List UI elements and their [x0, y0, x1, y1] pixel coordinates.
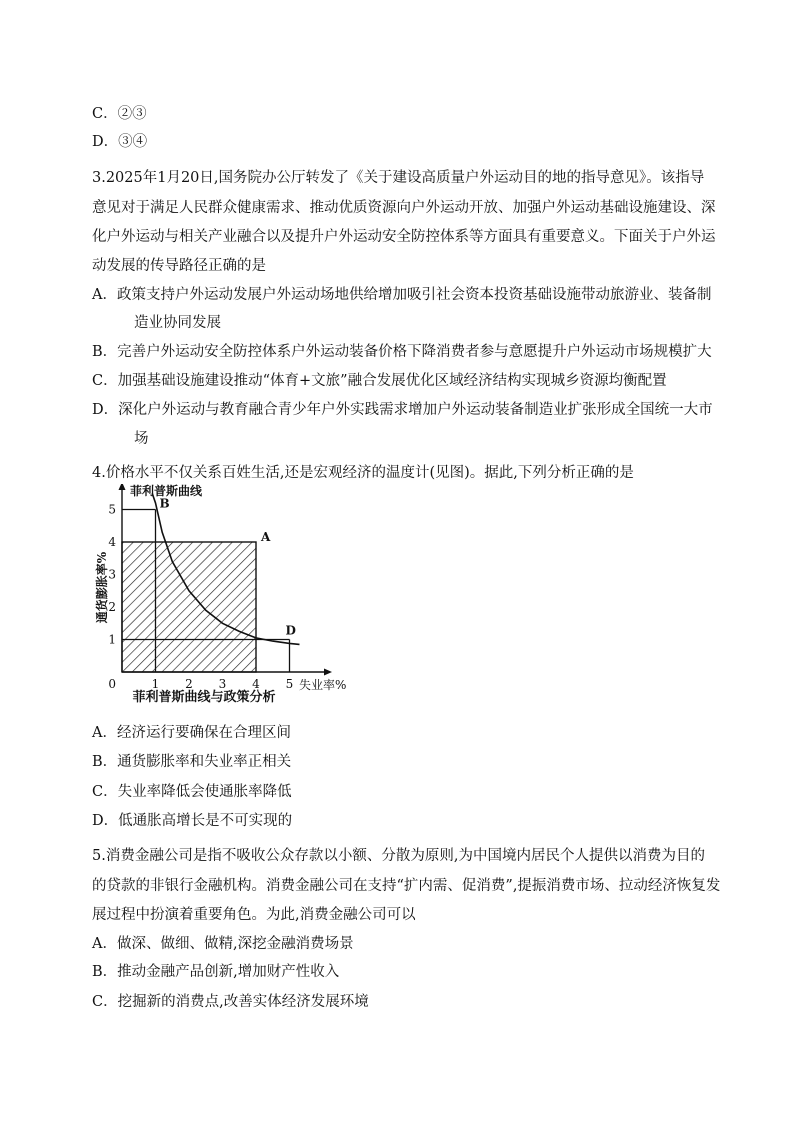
q3-stem-line-1: 3.2025年1月20日,国务院办公厅转发了《关于建设高质量户外运动目的地的指导意见》。该指导 — [92, 170, 705, 186]
point-label-A: A — [261, 530, 271, 544]
q5-option-c: C．挖掘新的消费点,改善实体经济发展环境 — [92, 994, 369, 1010]
x-tick-label-1: 1 — [151, 677, 160, 691]
x-axis-label: 失业率% — [299, 678, 347, 692]
q3-option-b: B．完善户外运动安全防控体系户外运动装备价格下降消费者参与意愿提升户外运动市场规模扩大 — [92, 344, 712, 360]
x-tick-label-4: 4 — [252, 677, 260, 691]
shaded-policy-region — [122, 542, 256, 672]
q3-option-d-cont: 场 — [134, 431, 149, 447]
q3-stem-line-2: 意见对于满足人民群众健康需求、推动优质资源向户外运动开放、加强户外运动基础设施建设、深 — [92, 200, 716, 216]
phillips-curve-chart — [92, 484, 362, 706]
y-axis-arrow — [119, 484, 126, 490]
q4-option-a: A．经济运行要确保在合理区间 — [92, 725, 291, 741]
x-axis-arrow — [324, 669, 332, 676]
curve-label: 菲利普斯曲线 — [130, 484, 203, 498]
y-tick-label-4: 4 — [108, 535, 116, 549]
option-c-prev: C．②③ — [92, 106, 147, 122]
y-tick-label-1: 1 — [108, 632, 116, 647]
x-tick-label-2: 2 — [185, 677, 193, 691]
q3-option-c: C．加强基础设施建设推动“体育+文旅”融合发展优化区域经济结构实现城乡资源均衡配置 — [92, 373, 667, 389]
q4-option-d: D．低通胀高增长是不可实现的 — [92, 813, 293, 829]
y-tick-label-5: 5 — [108, 502, 116, 517]
y-tick-label-3: 3 — [108, 567, 116, 582]
q3-option-a: A．政策支持户外运动发展户外运动场地供给增加吸引社会资本投资基础设施带动旅游业、装备制 — [92, 287, 712, 303]
point-label-B: B — [159, 496, 170, 511]
y-axis-label: 通货膨胀率% — [95, 551, 109, 624]
x-tick-label-3: 3 — [218, 677, 227, 691]
q4-option-b: B．通货膨胀率和失业率正相关 — [92, 754, 292, 770]
option-d-prev: D．③④ — [92, 134, 148, 150]
q3-stem-line-3: 化户外运动与相关产业融合以及提升户外运动安全防控体系等方面具有重要意义。下面关于户外运 — [92, 229, 716, 245]
q5-stem-line-2: 的贷款的非银行金融机构。消费金融公司在支持“扩内需、促消费”,提振消费市场、拉动经济恢复发 — [92, 878, 721, 894]
q3-option-d: D．深化户外运动与教育融合青少年户外实践需求增加户外运动装备制造业扩张形成全国统一大市 — [92, 402, 713, 418]
q4-option-c: C．失业率降低会使通胀率降低 — [92, 784, 292, 800]
q3-option-a-cont: 造业协同发展 — [134, 315, 221, 331]
point-label-D: D — [285, 623, 296, 638]
q3-stem-line-4: 动发展的传导路径正确的是 — [92, 258, 266, 274]
q5-option-b: B．推动金融产品创新,增加财产性收入 — [92, 964, 340, 980]
q5-option-a: A．做深、做细、做精,深挖金融消费场景 — [92, 936, 354, 952]
q5-stem-line-3: 展过程中扮演着重要角色。为此,消费金融公司可以 — [92, 907, 416, 923]
q5-stem-line-1: 5.消费金融公司是指不吸收公众存款以小额、分散为原则,为中国境内居民个人提供以消费为目的 — [92, 848, 705, 864]
origin-label: 0 — [108, 677, 116, 691]
x-tick-label-5: 5 — [285, 677, 294, 691]
q4-stem: 4.价格水平不仅关系百姓生活,还是宏观经济的温度计(见图)。据此,下列分析正确的是 — [92, 465, 634, 481]
chart-title: 菲利普斯曲线与政策分析 — [132, 690, 276, 705]
y-tick-label-2: 2 — [108, 600, 116, 614]
